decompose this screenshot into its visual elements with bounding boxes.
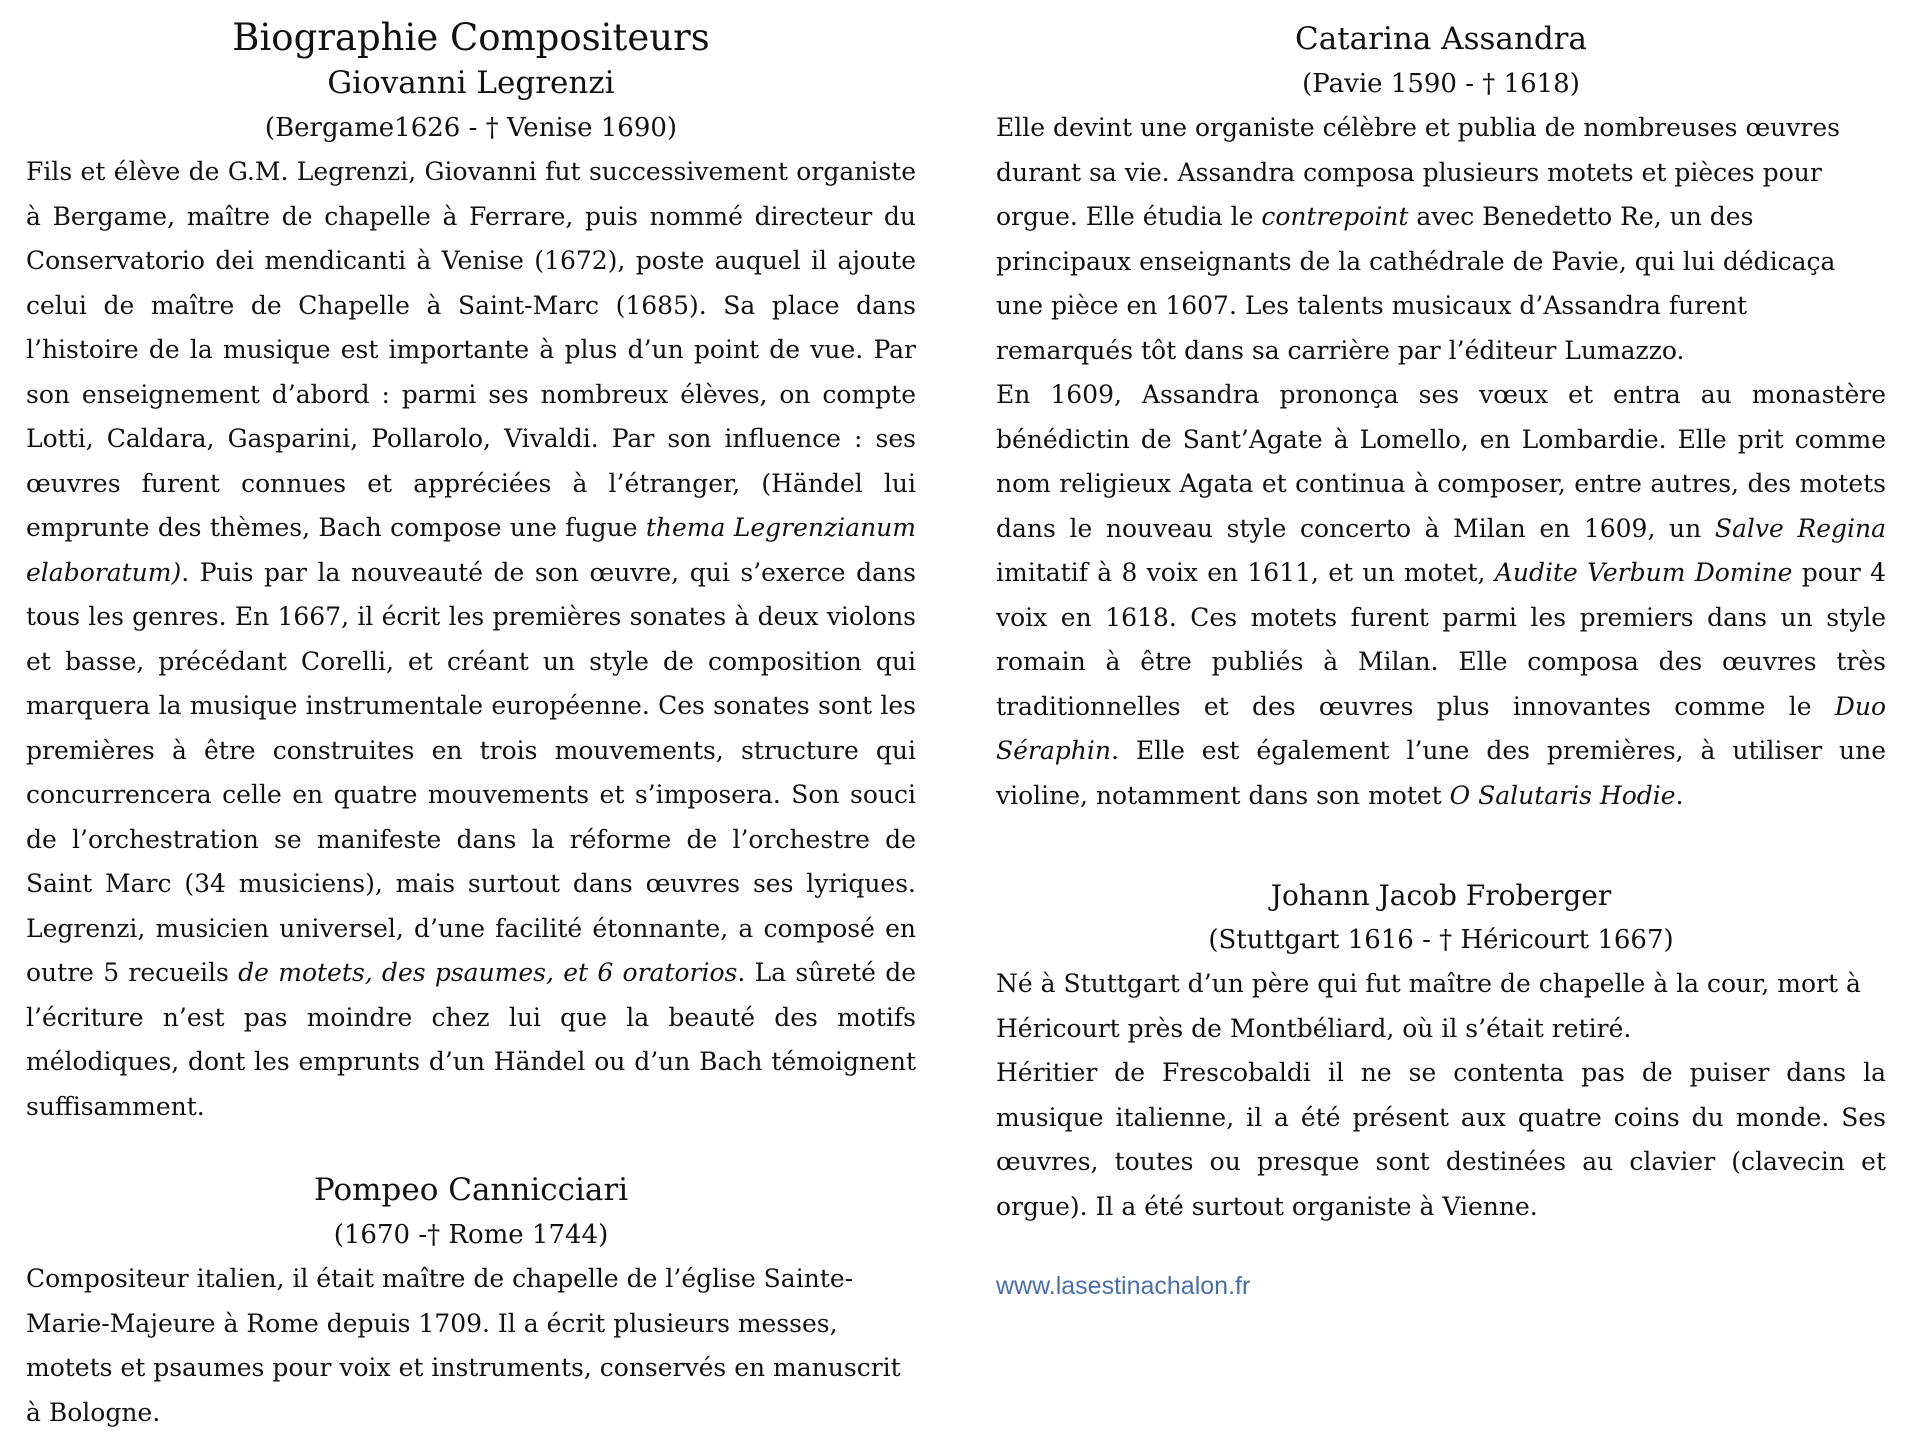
bio-italic: thema Legrenzianum elaboratum)	[26, 513, 916, 587]
composer-name-froberger: Johann Jacob Froberger	[1270, 879, 1612, 912]
biography-froberger-p1: Né à Stuttgart d’un père qui fut maître de chapelle à la cour, mort à Héricourt près de Montbéliard, où il s’était retiré.	[996, 969, 1861, 1043]
bio-text: .	[1675, 780, 1684, 810]
bio-italic: Audite Verbum Domine	[1494, 558, 1793, 587]
right-column	[996, 0, 1886, 1229]
bio-text: . Puis par la nouveauté de son œuvre, qui s’exerce dans tous les genres. En 1667, il écrit les premières sonates à deux violons et basse, précédant Corelli, et créant un style de composition qui marquera la musique instrumentale européenne. Ces sonates sont les premières à être construites en trois mouvements, structure qui concurrencera celle en quatre mouvements et s’imposera. Son souci de l’orchestration se manifeste dans la réforme de l’orchestre de Saint Marc (34 musiciens), mais surtout dans œuvres ses lyriques. Legrenzi, musicien universel, d’une facilité étonnante, a composé en outre 5 recueils	[26, 557, 916, 987]
bio-italic: Duo Séraphin	[996, 691, 1886, 765]
composer-dates-assandra: (Pavie 1590 - † 1618)	[1302, 69, 1580, 99]
bio-italic: contrepoint	[1261, 202, 1409, 231]
bio-text: . La sûreté de l’écriture n’est pas moindre chez lui que la beauté des motifs mélodiques, dont les emprunts d’un Händel ou d’un Bach témoignent suffisamment.	[26, 958, 917, 1121]
biography-assandra-p2	[996, 373, 1886, 818]
section-cannicciari	[26, 1167, 916, 1435]
bio-text: En 1609, Assandra prononça ses vœux et entra au monastère bénédictin de Sant’Agate à Lomello, en Lombardie. Elle prit comme nom religieux Agata et continua à composer, entre autres, des motets dans le nouveau style concerto à Milan en 1609, un	[996, 380, 1886, 543]
bio-text: imitatif à 8 voix en 1611, et un motet,	[996, 558, 1495, 587]
website-link[interactable]: www.lasestinachalon.fr	[996, 1272, 1251, 1300]
composer-name-cannicciari: Pompeo Cannicciari	[313, 1172, 629, 1208]
section-froberger	[996, 874, 1886, 1229]
left-column	[26, 0, 916, 1435]
biography-legrenzi	[26, 150, 916, 1129]
composer-dates-cannicciari: (1670 -† Rome 1744)	[333, 1220, 609, 1250]
composer-name-assandra: Catarina Assandra	[1295, 21, 1587, 57]
section-spacer	[996, 818, 1886, 874]
bio-text: Elle devint une organiste célèbre et publia de nombreuses œuvres durant sa vie. Assandra composa plusieurs motets et pièces pour orgue. Elle étudia le	[996, 113, 1840, 231]
bio-text: pour 4 voix en 1618. Ces motets furent parmi les premiers dans un style romain à être publiés à Milan. Elle composa des œuvres très traditionnelles et des œuvres plus innovantes comme le	[996, 558, 1887, 721]
composer-dates-froberger: (Stuttgart 1616 - † Héricourt 1667)	[1208, 925, 1674, 955]
composer-name-legrenzi: Giovanni Legrenzi	[327, 65, 615, 101]
section-legrenzi	[26, 60, 916, 1129]
bio-text: Fils et élève de G.M. Legrenzi, Giovanni fut successivement organiste à Bergame, maître de chapelle à Ferrare, puis nommé directeur du Conservatorio dei mendicanti à Venise (1672), poste auquel il ajoute celui de maître de Chapelle à Saint-Marc (1685). Sa place dans l’histoire de la musique est importante à plus d’un point de vue. Par son enseignement d’abord : parmi ses nombreux élèves, on compte Lotti, Caldara, Gasparini, Pollarolo, Vivaldi. Par son influence : ses œuvres furent connues et appréciées à l’étranger, (Händel lui emprunte des thèmes, Bach compose une fugue	[26, 157, 916, 542]
biography-assandra-p1	[996, 106, 1886, 373]
composer-dates-legrenzi: (Bergame1626 - † Venise 1690)	[264, 113, 678, 143]
biography-froberger-p2: Héritier de Frescobaldi il ne se contenta pas de puiser dans la musique italienne, il a été présent aux quatre coins du monde. Ses œuvres, toutes ou presque sont destinées au clavier (clavecin et orgue). Il a été surtout organiste à Vienne.	[996, 1058, 1886, 1221]
bio-italic: O Salutaris Hodie	[1449, 780, 1676, 810]
document-title: Biographie Compositeurs	[232, 16, 710, 59]
biography-cannicciari: Compositeur italien, il était maître de chapelle de l’église Sainte-Marie-Majeure à Rome depuis 1709. Il a écrit plusieurs messes, motets et psaumes pour voix et instruments, conservés en manuscrit à Bologne.	[26, 1264, 901, 1427]
bio-text: . Elle est également l’une des premières, à utiliser une violine, notamment dans son motet	[996, 736, 1886, 810]
bio-text: avec Benedetto Re, un des principaux enseignants de la cathédrale de Pavie, qui lui dédicaça une pièce en 1607. Les talents musicaux d’Assandra furent remarqués tôt dans sa carrière par l’éditeur Lumazzo.	[996, 202, 1836, 365]
bio-italic: Salve Regina	[1714, 513, 1887, 543]
bio-italic: de motets, des psaumes, et 6 oratorios	[238, 958, 738, 987]
section-assandra	[996, 16, 1886, 818]
section-spacer	[26, 1129, 916, 1167]
